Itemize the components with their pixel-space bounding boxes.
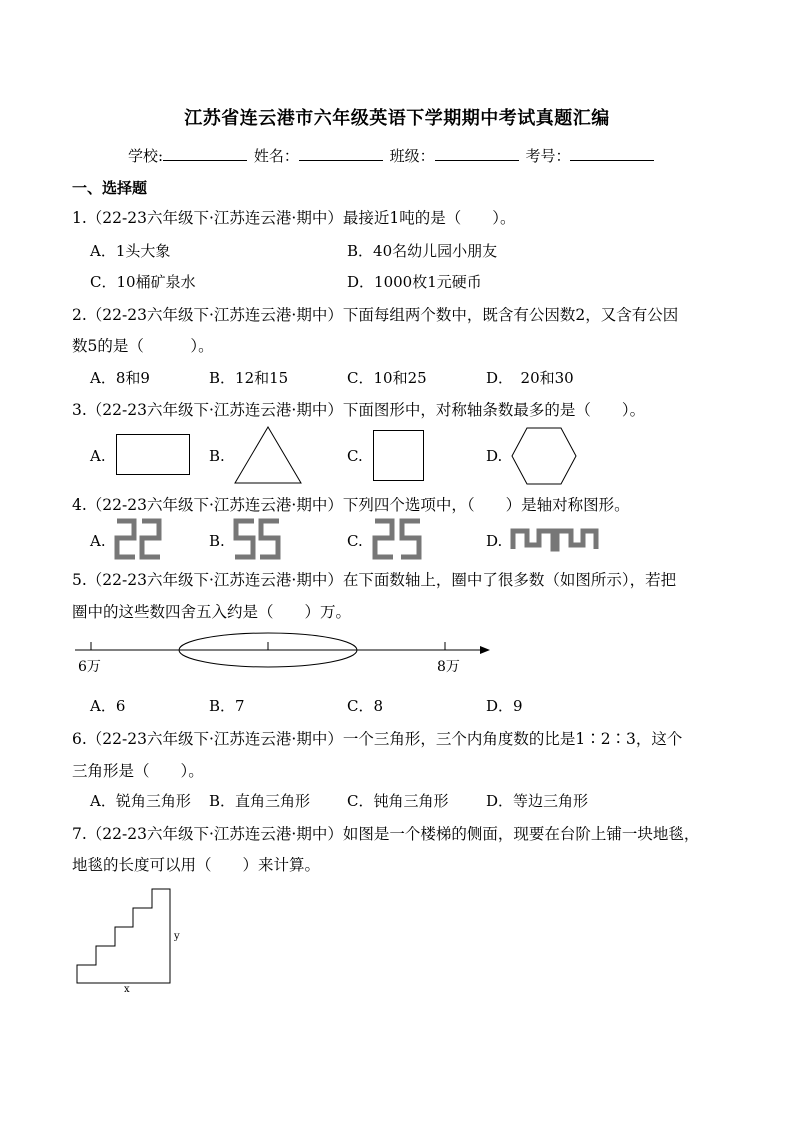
- square-icon: [373, 430, 425, 482]
- q2-option-d[interactable]: D． 20和30: [486, 369, 574, 387]
- q2-option-b[interactable]: B．12和15: [209, 369, 289, 387]
- rectangle-icon: [116, 434, 190, 476]
- q6-option-a[interactable]: A．锐角三角形: [90, 792, 191, 810]
- question-2-text-cont: 数5的是（ ）。: [72, 337, 214, 355]
- q4-option-c[interactable]: C.: [347, 532, 363, 550]
- axis-label-right: 8万: [437, 659, 460, 675]
- school-label: 学校:: [128, 147, 164, 165]
- number-label: 考号：: [525, 147, 571, 165]
- q2-option-c[interactable]: C．10和25: [347, 369, 427, 387]
- question-1-text: 1.（22-23六年级下·江苏连云港·期中）最接近1吨的是（ ）。: [72, 209, 516, 227]
- number-blank[interactable]: [570, 146, 654, 161]
- q5-option-c[interactable]: C．8: [347, 697, 384, 715]
- q4-option-b[interactable]: B.: [209, 532, 225, 550]
- q1-option-a[interactable]: A．1头大象: [90, 242, 171, 260]
- number-line-diagram: [72, 630, 492, 680]
- question-4-text: 4.（22-23六年级下·江苏连云港·期中）下列四个选项中，（ ）是轴对称图形。: [72, 496, 630, 514]
- fifty-five-glyph-icon: [233, 518, 283, 560]
- school-blank[interactable]: [163, 146, 247, 161]
- question-6-text: 6.（22-23六年级下·江苏连云港·期中）一个三角形，三个内角度数的比是1∶2∶3，这个: [72, 730, 683, 748]
- staircase-diagram: [76, 888, 176, 986]
- question-5-text-cont: 圈中的这些数四舍五入约是（ ）万。: [72, 603, 352, 621]
- question-3-text: 3.（22-23六年级下·江苏连云港·期中）下面图形中，对称轴条数最多的是（ ）。: [72, 401, 646, 419]
- page-title: 江苏省连云港市六年级英语下学期期中考试真题汇编: [184, 108, 610, 129]
- stair-height-label: y: [174, 931, 180, 942]
- q3-option-d[interactable]: D.: [486, 447, 503, 465]
- question-6-text-cont: 三角形是（ ）。: [72, 762, 204, 780]
- stair-width-label: x: [124, 984, 130, 995]
- q2-option-a[interactable]: A．8和9: [90, 369, 150, 387]
- square-wave-glyph-icon: [510, 528, 600, 552]
- q5-option-d[interactable]: D．9: [486, 697, 523, 715]
- q3-option-c[interactable]: C.: [347, 447, 363, 465]
- class-blank[interactable]: [435, 146, 519, 161]
- twenty-five-glyph-icon: [372, 518, 424, 560]
- q6-option-d[interactable]: D．等边三角形: [486, 792, 589, 810]
- q4-option-d[interactable]: D.: [486, 532, 503, 550]
- question-7-text: 7.（22-23六年级下·江苏连云港·期中）如图是一个楼梯的侧面，现要在台阶上铺一块地毯，: [72, 825, 700, 843]
- q1-option-c[interactable]: C．10桶矿泉水: [90, 273, 196, 291]
- q1-option-d[interactable]: D．1000枚1元硬币: [347, 273, 482, 291]
- name-label: 姓名：: [253, 147, 299, 165]
- twenty-two-glyph-icon: [114, 518, 164, 560]
- class-label: 班级：: [389, 147, 435, 165]
- question-5-text: 5.（22-23六年级下·江苏连云港·期中）在下面数轴上，圈中了很多数（如图所示），若把: [72, 571, 677, 589]
- student-info-line: [128, 145, 656, 166]
- name-blank[interactable]: [299, 146, 383, 161]
- q6-option-b[interactable]: B．直角三角形: [209, 792, 311, 810]
- q6-option-c[interactable]: C．钝角三角形: [347, 792, 449, 810]
- triangle-icon: [234, 426, 302, 484]
- question-7-text-cont: 地毯的长度可以用（ ）来计算。: [72, 856, 321, 874]
- q3-option-b[interactable]: B.: [209, 447, 225, 465]
- q1-option-b[interactable]: B．40名幼儿园小朋友: [347, 242, 498, 260]
- q3-option-a[interactable]: A.: [90, 447, 106, 465]
- q5-option-b[interactable]: B．7: [209, 697, 245, 715]
- q4-option-a[interactable]: A.: [90, 532, 106, 550]
- hexagon-icon: [511, 427, 577, 485]
- q5-option-a[interactable]: A．6: [90, 697, 126, 715]
- axis-label-left: 6万: [78, 659, 101, 675]
- section-heading: 一、选择题: [72, 179, 148, 197]
- question-2-text: 2.（22-23六年级下·江苏连云港·期中）下面每组两个数中，既含有公因数2，又含有公因: [72, 306, 679, 324]
